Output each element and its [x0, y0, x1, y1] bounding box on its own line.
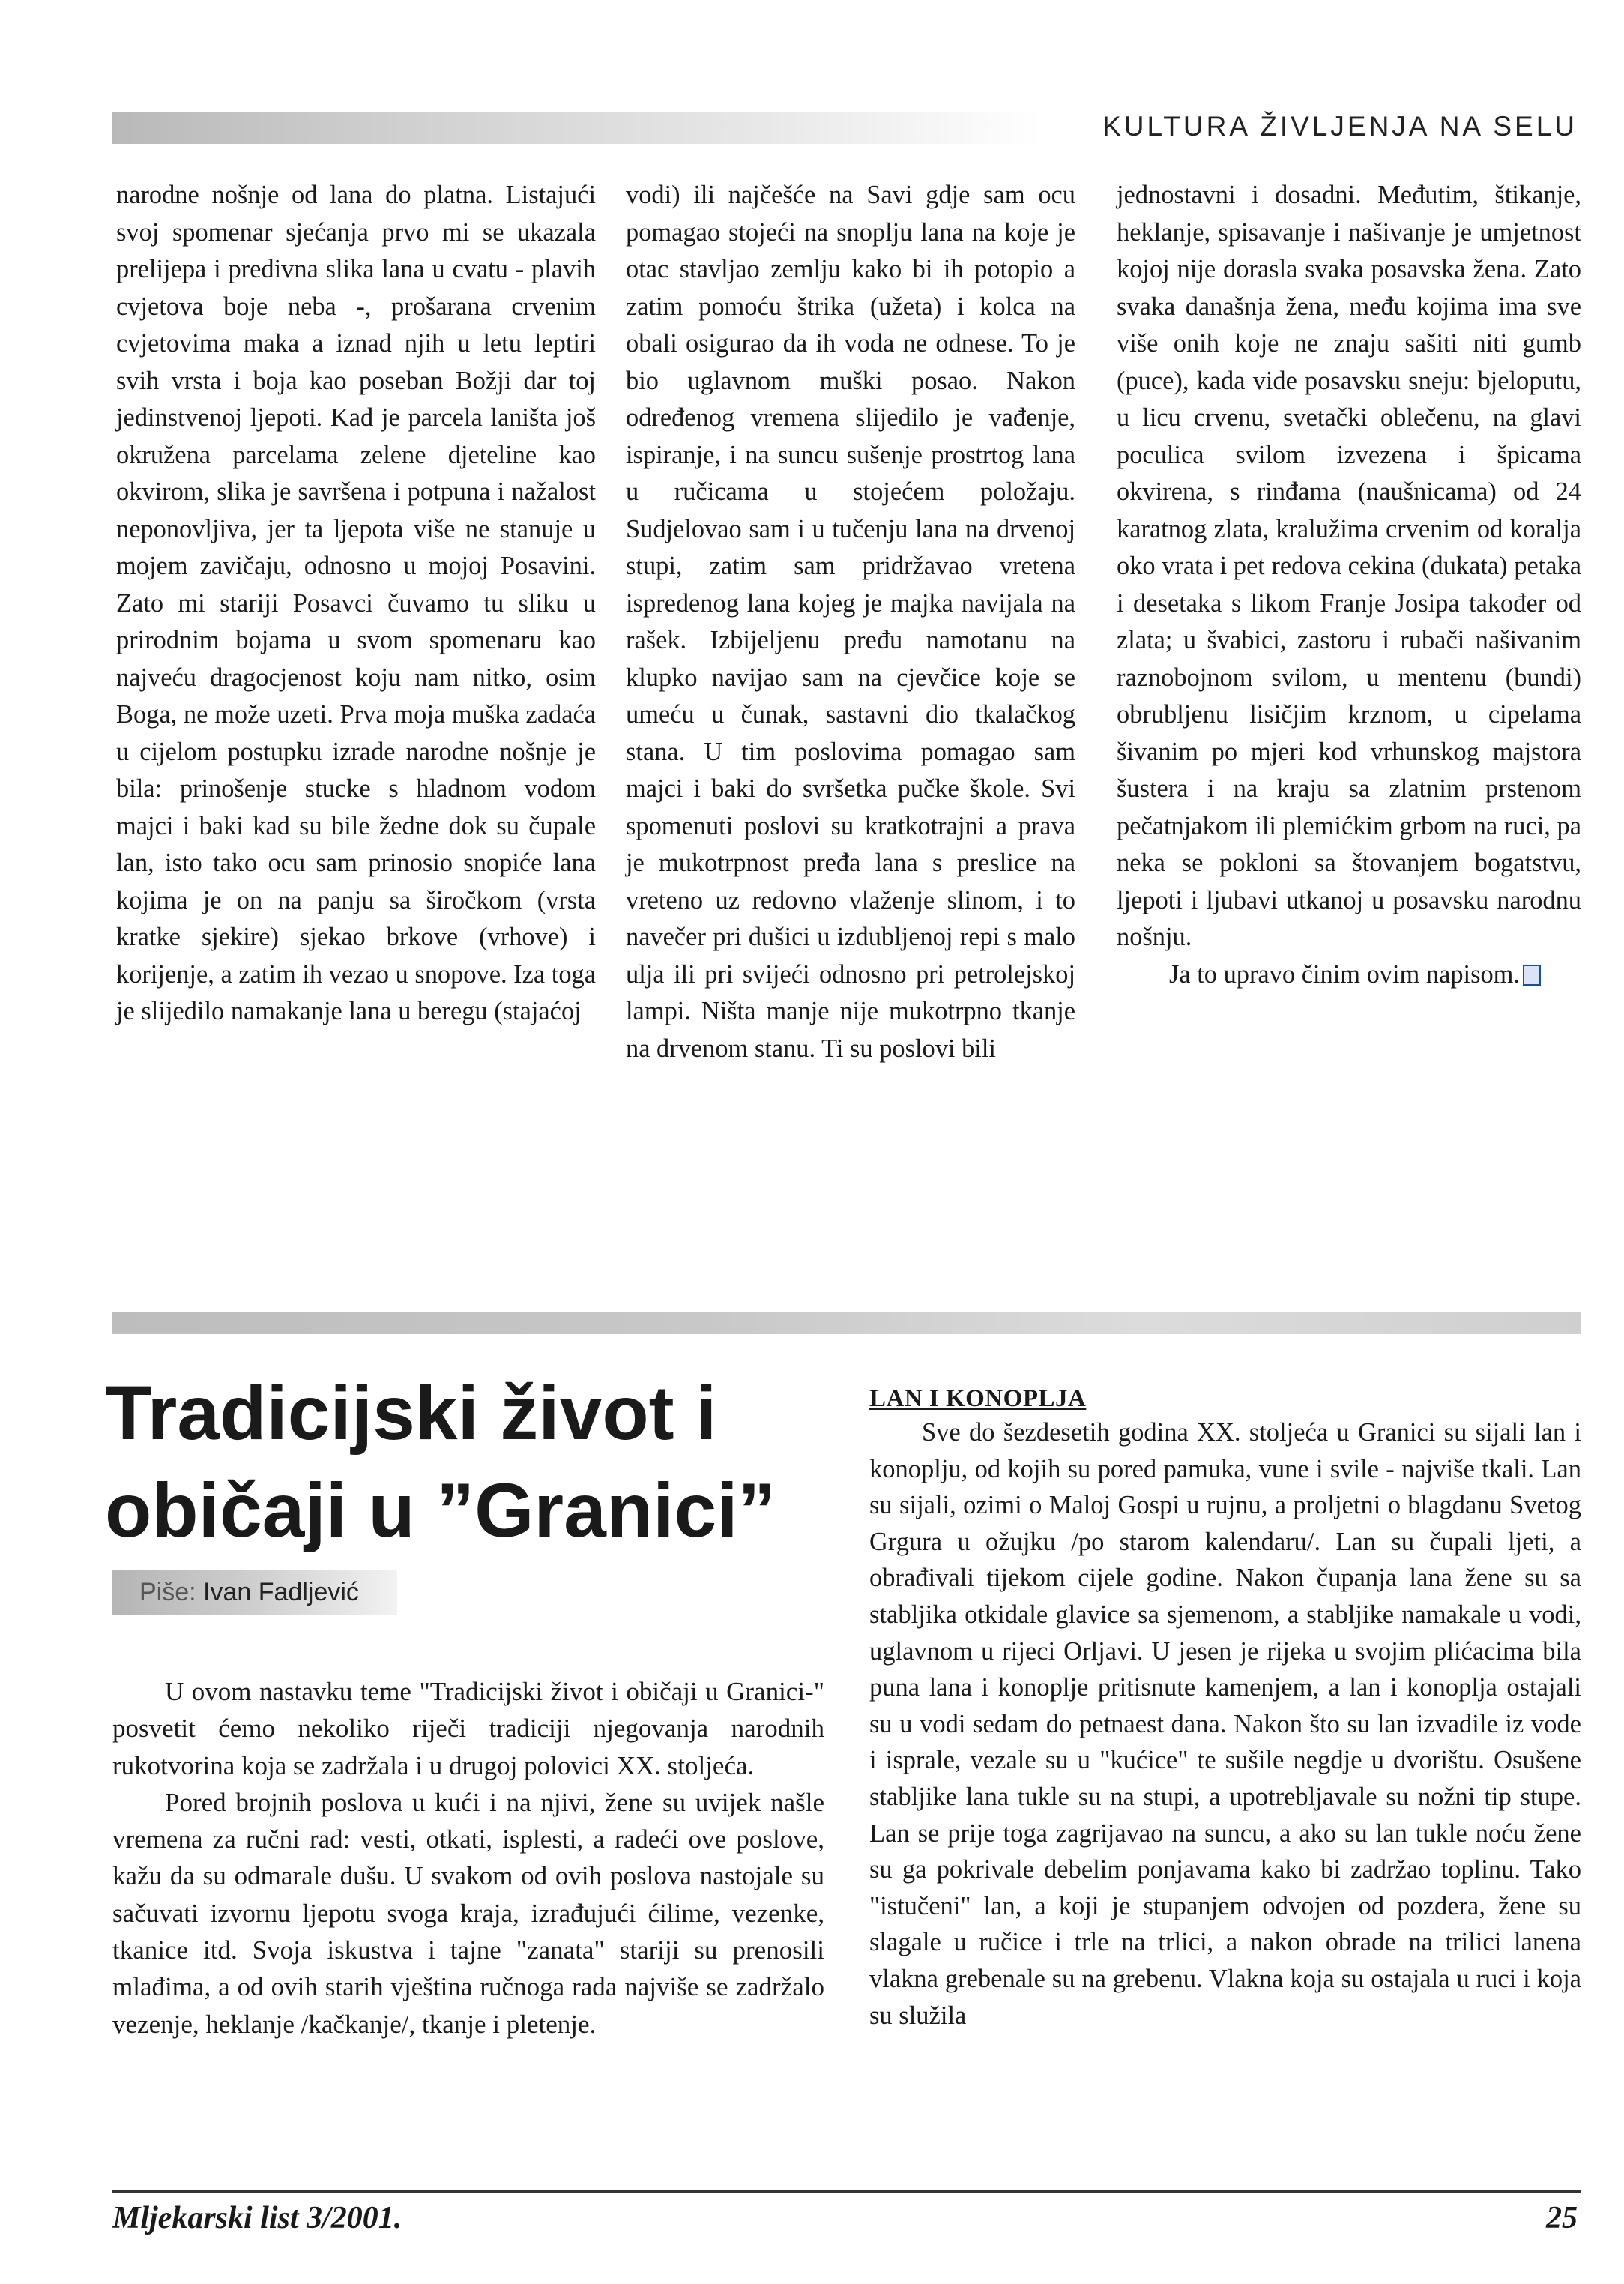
intro-paragraph-2: Pored brojnih poslova u kući i na njivi, žene su uvijek našle vremena za ručni rad: vesti, otkati, isplesti, a radeći ove poslove, kažu da su odmarale dušu. U svakom od ovih poslova nastojale su sačuvati izvornu ljepotu svoga kraja, izrađujući ćilime, vezenke, tkanice itd. Svoja iskustva i tajne "zanata" stariji su prenosili mlađima, a od ovih starih vještina ručnoga rada najviše se zadržalo vezenje, heklanje /kačkanje/, tkanje i pletenje. — [112, 1787, 824, 2039]
article-intro-column — [112, 1673, 824, 2043]
column-1-text: narodne nošnje od lana do platna. Listajući svoj spomenar sjećanja prvo mi se ukazala prelijepa i predivna slika lana u cvatu - plavih cvjetova boje neba -, prošarana crvenim cvjetovima maka a iznad njih u letu leptiri svih vrsta i boja kao poseban Božji dar toj jedinstvenoj ljepoti. Kad je parcela laništa još okružena parcelama zelene djeteline kao okvirom, slika je savršena i potpuna i nažalost neponovljiva, jer ta ljepota više ne stanuje u mojem zavičaju, odnosno u mojoj Posavini. Zato mi stariji Posavci čuvamo tu sliku u prirodnim bojama u svom spomenaru kao najveću dragocjenost koju nam nitko, osim Boga, ne može uzeti. Prva moja muška zadaća u cijelom postupku izrade narodne nošnje je bila: prinošenje stucke s hladnom vodom majci i baki kad su bile žedne dok su čupale lan, isto tako ocu sam prinosio snopiće lana kojima je on na panju sa širočkom (vrsta kratke sjekire) sjekao brkove (vrhove) i korijenje, a zatim ih vezao u snopove. Iza toga je slijedilo namakanje lana u beregu (stajaćoj — [116, 181, 596, 1025]
byline-author: Ivan Fadljević — [203, 1578, 359, 1606]
title-line-1: Tradicijski život i — [105, 1370, 717, 1456]
end-of-article-icon — [1523, 965, 1541, 986]
page-number: 25 — [1546, 2201, 1578, 2235]
article-title — [105, 1364, 854, 1559]
article-right-column — [869, 1383, 1581, 2034]
intro-paragraph-1: U ovom nastavku teme "Tradicijski život i običaji u Granici-" posvetit ćemo nekoliko riječi tradiciji njegovanja narodnih rukotvorina koja se zadržala i u drugoj polovici XX. stoljeća. — [112, 1677, 824, 1780]
section-divider-bar — [112, 1312, 1581, 1334]
closing-sentence: Ja to upravo činim ovim napisom. — [1169, 959, 1521, 989]
byline-label: Piše: — [139, 1578, 196, 1606]
byline — [112, 1570, 397, 1615]
footer-publication: Mljekarski list 3/2001. — [112, 2201, 402, 2235]
title-line-2: običaji u ”Granici” — [105, 1468, 776, 1553]
header-gradient-bar — [112, 112, 1042, 144]
text-column-1 — [116, 177, 596, 1031]
subheading: LAN I KONOPLJA — [869, 1385, 1087, 1412]
column-3-paragraph-1: jednostavni i dosadni. Međutim, štikanje, heklanje, spisavanje i našivanje je umjetnost kojoj nije dorasla svaka posavska žena. Zato svaka današnja žena, među kojima ima sve više onih koje ne znaju sašiti niti gumb (puce), kada vide posavsku sneju: bjeloputu, u licu crvenu, svetački oblečenu, na glavi poculica svilom izvezena i špicama okvirena, s rinđama (naušnicama) od 24 karatnog zlata, kralužima crvenim od koralja oko vrata i pet redova cekina (dukata) petaka i desetaka s likom Franje Josipa također od zlata; u švabici, zastoru i rubači našivanim raznobojnom svilom, u mentenu (bundi) obrubljenu lisičjim krznom, u cipelama šivanim po mjeri kod vrhunskog majstora šustera i na kraju sa zlatnim prstenom pečatnjakom ili plemićkim grbom na ruci, pa neka se pokloni sa štovanjem bogatstvu, ljepoti i ljubavi utkanoj u posavsku narodnu nošnju. — [1117, 181, 1581, 951]
text-column-2 — [626, 177, 1075, 1067]
text-column-3 — [1117, 177, 1581, 993]
column-3-paragraph-2 — [1117, 956, 1581, 994]
right-paragraph-1: Sve do šezdesetih godina XX. stoljeća u Granici su sijali lan i konoplju, od kojih su pored pamuka, vune i svile - najviše tkali. Lan su sijali, ozimi o Maloj Gospi u rujnu, a proljetni o blagdanu Svetog Grgura u ožujku /po starom kalendaru/. Lan su čupali ljeti, a obrađivali tijekom cijele godine. Nakon čupanja lana žene su sa stabljika otkidale glavice sa sjemenom, a stabljike namakale u vodi, uglavnom u rijeci Orljavi. U jesen je rijeka u svojim plićacima bila puna lana i konoplje pritisnute kamenjem, a lan i konoplja ostajali su u vodi sedam do petnaest dana. Nakon što su lan izvadile iz vode i isprale, vezale su u "kućice" te sušile negdje u dvorištu. Osušene stabljike lana tukle su na stupi, a upotrebljavale su nožni tip stupe. Lan se prije toga zagrijavao na suncu, a ako su lan tukle noću žene su ga pokrivale debelim ponjavama kako bi zadržao toplinu. Tako "istučeni" lan, a koji je stupanjem odvojen od pozdera, žene su slagale u ručice i trle na trlici, a nakon obrade na trilici lanena vlakna grebenale su na grebenu. Vlakna koja su ostajala u ruci i koja su služila — [869, 1418, 1581, 2030]
section-title: KULTURA ŽIVLJENJA NA SELU — [1102, 111, 1578, 142]
column-2-text: vodi) ili najčešće na Savi gdje sam ocu pomagao stojeći na snoplju lana na koje je otac stavljao zemlju kako bi ih potopio a zatim pomoću štrika (užeta) i kolca na obali osigurao da ih voda ne odnese. To je bio uglavnom muški posao. Nakon određenog vremena slijedilo je vađenje, ispiranje, i na suncu sušenje prostrtog lana u ručicama u stojećem položaju. Sudjelovao sam i u tučenju lana na drvenoj stupi, zatim sam pridržavao vretena ispredenog lana kojeg je majka navijala na rašek. Izbijeljenu pređu namotanu na klupko navijao sam na cjevčice koje se umeću u čunak, sastavni dio tkalačkog stana. U tim poslovima pomagao sam majci i baki do svršetka pučke škole. Svi spomenuti poslovi su kratkotrajni a prava je mukotrpnost pređa lana s preslice na vreteno uz redovno vlaženje slinom, i to navečer pri dušici u izdubljenoj repi s malo ulja ili pri svijeći odnosno pri petrolejskoj lampi. Ništa manje nije mukotrpno tkanje na drvenom stanu. Ti su poslovi bili — [626, 181, 1075, 1063]
footer-rule — [112, 2190, 1581, 2193]
